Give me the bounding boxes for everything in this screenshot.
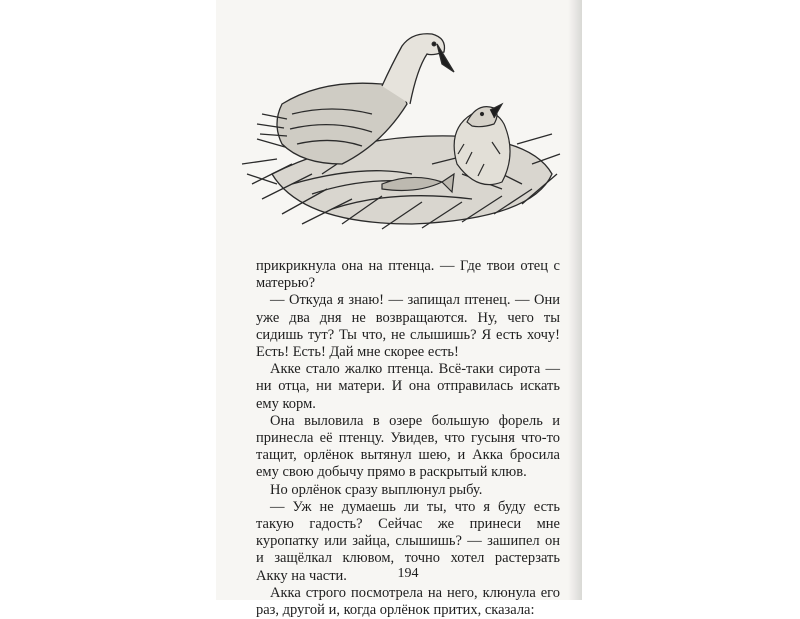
paragraph: Но орлёнок сразу выплюнул рыбу. (270, 481, 483, 498)
paragraph: — Откуда я знаю! — запищал птенец. — Они уже два дня не возвращаются. Ну, чего ты сидишь тут? Ты что, не слышишь? Я есть хочу! Есть! Есть! Дай мне скорее есть! (256, 292, 560, 361)
paragraph: Акка строго посмотрела на него, клюнула его раз, другой и, когда орлёнок притих, сказала: (256, 584, 560, 619)
goose-and-eaglet-illustration (232, 24, 562, 242)
page-gutter-shadow (568, 0, 582, 600)
paragraph: Акке стало жалко птенца. Всё-таки сирота — ни отца, ни матери. И она отправилась искать ему корм. (256, 361, 560, 412)
paragraph: — Уж не думаешь ли ты, что я буду есть такую гадость? Сейчас же принеси мне куропатку или зайца, слышишь? — зашипел он и защёлкал клювом, точно хотел растерзать Акку на части. (256, 498, 560, 584)
paragraph: Она выловила в озере большую форель и принесла её птенцу. Увидев, что гусыня что-то тащит, орлёнок вытянул шею, и Акка бросила ему свою добычу прямо в раскрытый клюв. (256, 412, 560, 481)
book-text (256, 258, 560, 619)
page-number: 194 (397, 566, 419, 581)
paragraph: прикрикнула она на птенца. — Где твои отец с матерью? (256, 258, 560, 292)
